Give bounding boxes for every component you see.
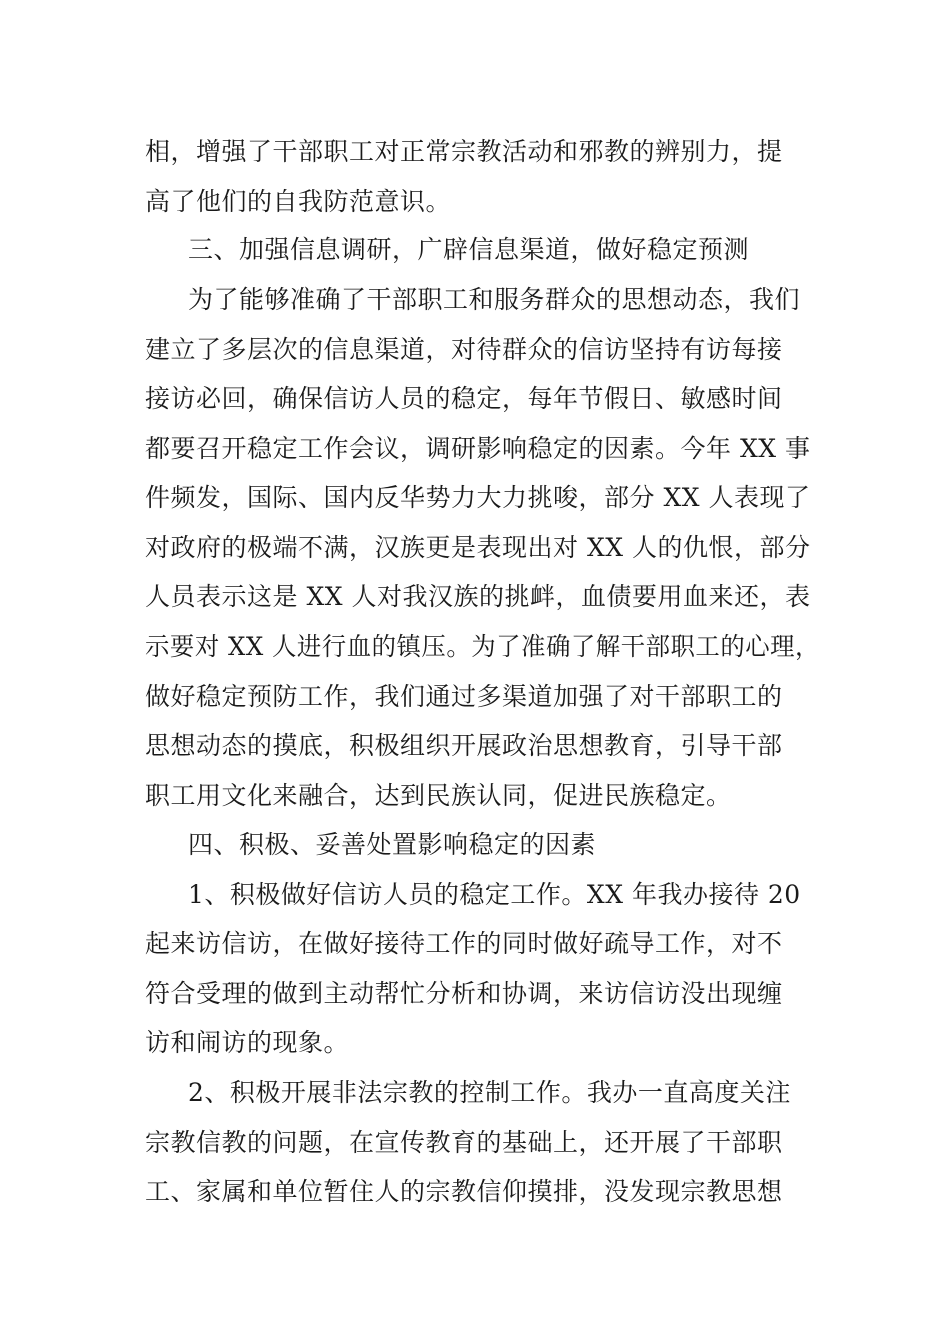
text-line: 思想动态的摸底，积极组织开展政治思想教育，引导干部 [145,731,783,760]
text-line: 宗教信教的问题，在宣传教育的基础上，还开展了干部职 [145,1128,783,1157]
text-line: 接访必回，确保信访人员的稳定，每年节假日、敏感时间 [145,384,783,413]
text-line: 做好稳定预防工作，我们通过多渠道加强了对干部职工的 [145,682,783,711]
text-line: 1、积极做好信访人员的稳定工作。XX 年我办接待 20 [188,880,801,909]
text-line: 建立了多层次的信息渠道，对待群众的信访坚持有访每接 [145,335,783,364]
section-heading: 三、加强信息调研，广辟信息渠道，做好稳定预测 [188,235,750,264]
text-line: 访和闹访的现象。 [145,1028,350,1057]
text-line: 高了他们的自我防范意识。 [145,187,452,216]
text-line: 2、积极开展非法宗教的控制工作。我办一直高度关注 [188,1078,791,1107]
text-line: 人员表示这是 XX 人对我汉族的挑衅，血债要用血来还，表 [145,582,811,611]
text-line: 件频发，国际、国内反华势力大力挑唆，部分 XX 人表现了 [145,483,811,512]
section-heading: 四、积极、妥善处置影响稳定的因素 [188,830,597,859]
text-line: 为了能够准确了干部职工和服务群众的思想动态，我们 [188,285,801,314]
text-line: 起来访信访，在做好接待工作的同时做好疏导工作，对不 [145,929,783,958]
text-line: 相，增强了干部职工对正常宗教活动和邪教的辨别力，提 [145,137,783,166]
text-line: 工、家属和单位暂住人的宗教信仰摸排，没发现宗教思想 [145,1177,783,1206]
text-line: 对政府的极端不满，汉族更是表现出对 XX 人的仇恨，部分 [145,533,811,562]
text-line: 示要对 XX 人进行血的镇压。为了准确了解干部职工的心理， [145,632,820,661]
text-line: 符合受理的做到主动帮忙分析和协调，来访信访没出现缠 [145,979,783,1008]
text-line: 职工用文化来融合，达到民族认同，促进民族稳定。 [145,781,732,810]
text-line: 都要召开稳定工作会议，调研影响稳定的因素。今年 XX 事 [145,434,811,463]
